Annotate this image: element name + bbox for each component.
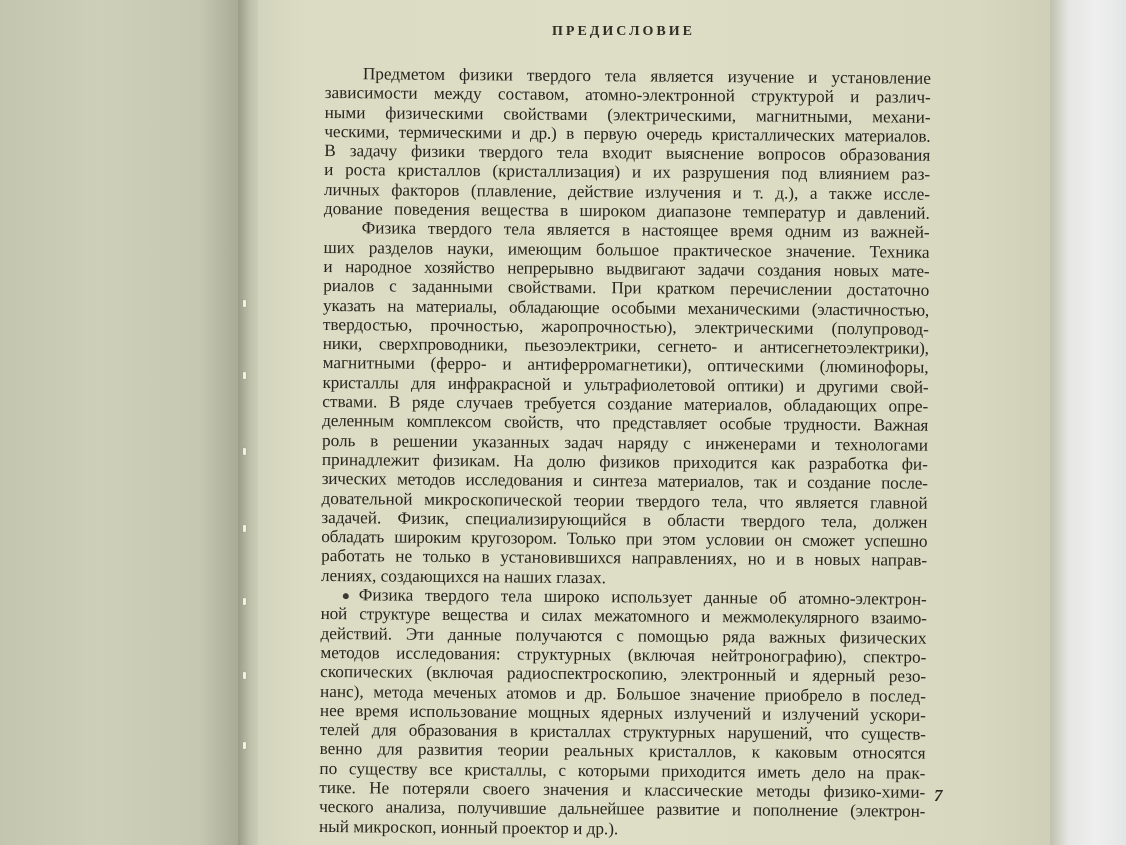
text-line: ники, сверхпроводники, пьезоэлектрики, сегнето- и антисегнетоэлектрики), (322, 334, 929, 358)
text-line: обладать широким кругозором. Только при этом условии он сможет успешно (321, 527, 928, 551)
text-line-content: Физика твердого тела широко использует данные об атомно-электрон- (358, 585, 927, 609)
text-line: нанс), метода меченых атомов и др. Большое значение приобрело в послед- (320, 681, 927, 706)
text-line: твердостью, прочностью, жаропрочностью), электрическими (полупровод- (322, 314, 930, 339)
left-page (0, 0, 248, 845)
text-line: методов исследования: структурных (включая нейтронографию), спектро- (320, 642, 927, 667)
text-line: роль в решении указанных задач наряду с инженерами и технологами (321, 430, 929, 455)
text-line: тике. Не потеряли своего значения и классические методы физико-хими- (319, 777, 926, 802)
text-line: венно для развития теории реальных кристаллов, к каковым относятся (319, 739, 926, 764)
text-line: по существу все кристаллы, с которыми приходится иметь дело на прак- (319, 758, 926, 783)
page-heading: ПРЕДИСЛОВИЕ (552, 24, 695, 39)
text-line: зических методов исследования и синтеза материалов, так и создание после- (321, 469, 928, 493)
text-line: риалов с заданными свойствами. При кратком перечислении достаточно (323, 276, 930, 301)
text-line: ный микроскоп, ионный проектор и др.). (318, 816, 619, 838)
text-line: дование поведения вещества в широком диапазоне температур и давлений. (323, 199, 930, 223)
text-line: работать не только в установившихся направлениях, но и в новых направ- (321, 546, 928, 571)
text-line: довательной микроскопической теории твердого тела, что является главной (321, 488, 928, 513)
text-line: ческими, термическими и др.) в первую очередь кристаллических материалов. (324, 121, 931, 146)
page-edge-background (1050, 0, 1126, 845)
text-line: и роста кристаллов (кристаллизация) и их разрушения под влиянием раз- (324, 160, 931, 185)
text-line: ствами. В ряде случаев требуется создание материалов, обладающих опре- (322, 392, 929, 416)
text-line: скопических (включая радиоспектроскопию, электронный и ядерный резо- (320, 662, 927, 686)
text-line: задачей. Физик, специализирующийся в области твердого тела, должен (321, 507, 928, 532)
text-line: В задачу физики твердого тела входит выяснение вопросов образования (324, 141, 931, 165)
text-line: ческого анализа, получившие дальнейшее развитие и пополнение (электрон- (319, 797, 926, 822)
text-line: Физика твердого тела является в настоящее время одним из важней- (361, 218, 930, 243)
text-line: личных факторов (плавление, действие излучения и т. д.), а также иссле- (323, 179, 931, 204)
page-body-text (319, 64, 931, 841)
text-line: кристаллы для инфракрасной и ультрафиолетовой оптики) и другими свой- (322, 372, 929, 397)
binding-stitch (243, 525, 246, 532)
text-line: лениях, создающихся на наших глазах. (320, 565, 606, 587)
text-line: действий. Эти данные получаются с помощью ряда важных физических (320, 623, 927, 648)
bullet-dot-icon (343, 593, 349, 599)
binding-stitch (243, 448, 246, 455)
text-line: зависимости между составом, атомно-электронной структурой и различ- (324, 83, 931, 108)
text-line: ших разделов науки, имеющим большое практическое значение. Техника (323, 237, 930, 262)
binding-stitch (243, 372, 246, 379)
text-line: указать на материалы, обладающие особыми механическими (эластичностью, (323, 295, 930, 320)
text-line: ными физическими свойствами (электрическими, магнитными, механи- (324, 102, 931, 127)
text-line: принадлежит физикам. На долю физиков приходится как разработка фи- (321, 449, 928, 474)
text-line: телей для образования в кристаллах структурных нарушений, что существ- (319, 720, 926, 744)
binding-stitch (243, 672, 246, 679)
text-line: магнитными (ферро- и антиферромагнетики), оптическими (люминофоры, (322, 353, 929, 378)
binding-stitch (243, 300, 246, 307)
text-line: деленным комплексом свойств, что представляет особые трудности. Важная (322, 411, 929, 436)
binding-stitch (243, 742, 246, 749)
text-line: и народное хозяйство непрерывно выдвигают задачи создания новых мате- (323, 256, 930, 281)
binding-stitch (243, 598, 246, 605)
text-line: нее время использование мощных ядерных излучений и излучений ускори- (319, 700, 926, 725)
text-line: ной структуре вещества и силах межатомного и межмолекулярного взаимо- (320, 604, 927, 629)
page-number: 7 (934, 786, 943, 805)
text-line: Предметом физики твердого тела является изучение и установление (362, 64, 931, 88)
